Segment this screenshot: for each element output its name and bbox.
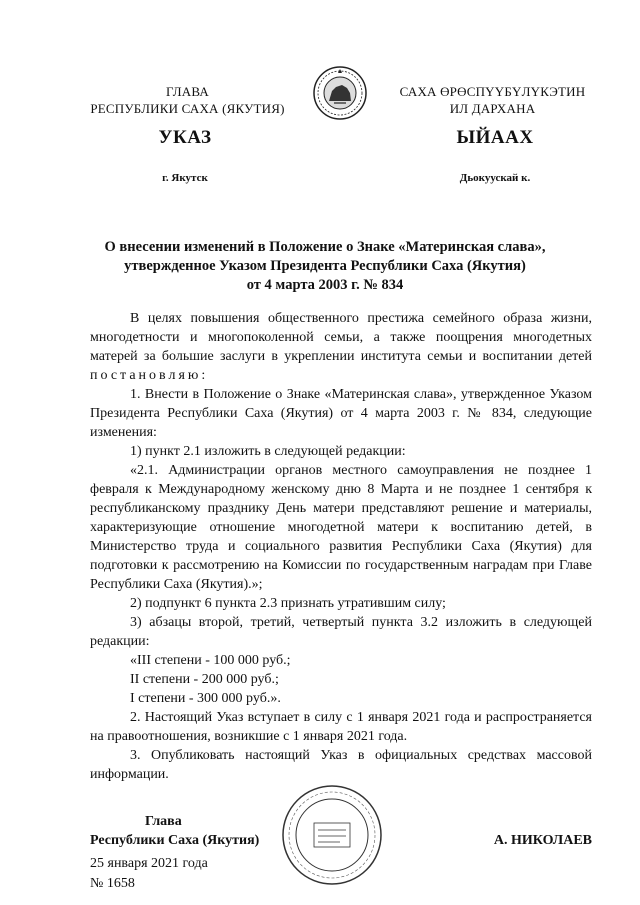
decree-date: 25 января 2021 года bbox=[90, 856, 208, 871]
header-left-line2: РЕСПУБЛИКИ САХА (ЯКУТИЯ) bbox=[90, 101, 285, 116]
paragraph-1-sub-1: 1) пункт 2.1 изложить в следующей редакции: bbox=[130, 444, 406, 459]
signatory-name: А. НИКОЛАЕВ bbox=[493, 833, 592, 848]
header-left bbox=[80, 83, 295, 117]
official-seal-stamp bbox=[280, 783, 384, 887]
paragraph-2: 2. Настоящий Указ вступает в силу с 1 января 2021 года и распространяется на правоотношения, возникшие с 1 января 2021 года. bbox=[90, 710, 592, 744]
degree-2-amount: II степени - 200 000 руб.; bbox=[130, 672, 279, 687]
subject-line3: от 4 марта 2003 г. № 834 bbox=[246, 277, 404, 293]
city-right: Дьокуускай к. bbox=[459, 172, 531, 184]
header-right-line2: ИЛ ДАРХАНА bbox=[449, 101, 536, 116]
city-left: г. Якутск bbox=[162, 172, 208, 184]
decree-number: № 1658 bbox=[90, 876, 135, 891]
degree-1-amount: I степени - 300 000 руб.». bbox=[130, 691, 281, 706]
title-ukaz: УКАЗ bbox=[158, 127, 212, 148]
header-left-line1: ГЛАВА bbox=[166, 84, 209, 99]
decree-subject bbox=[70, 238, 580, 295]
decree-body bbox=[90, 309, 592, 784]
header-right bbox=[385, 83, 600, 117]
paragraph-1-sub-3: 3) абзацы второй, третий, четвертый пункта 3.2 изложить в следующей редакции: bbox=[90, 615, 592, 649]
signatory-role bbox=[90, 812, 280, 850]
title-yiaakh: ЫЙААХ bbox=[456, 127, 534, 148]
paragraph-preamble: В целях повышения общественного престижа семейного образа жизни, многодетности и многопоколенной семьи, а также поощрения многодетных матерей за большие заслуги в укреплении института семьи и воспитании детей постановляю: bbox=[90, 311, 592, 383]
subject-line2: утвержденное Указом Президента Республики Саха (Якутия) bbox=[124, 258, 526, 274]
paragraph-quote-2-1: «2.1. Администрации органов местного самоуправления не позднее 1 февраля к Международному женскому дню 8 Марта и не позднее 1 сентября к республиканскому празднику День матери представляют решение и материалы, характеризующие отношение многодетной матери к воспитанию детей, в Министерство труда и социального развития Республики Саха (Якутия) для подготовки к рассмотрению на Комиссии по государственным наградам при Главе Республики Саха (Якутия).»; bbox=[90, 463, 592, 592]
subject-line1: О внесении изменений в Положение о Знаке «Материнская слава», bbox=[104, 239, 546, 255]
header-right-line1: САХА ӨРӨСПҮҮБҮЛҮКЭТИН bbox=[399, 84, 586, 99]
paragraph-3: 3. Опубликовать настоящий Указ в официальных средствах массовой информации. bbox=[90, 748, 592, 782]
coat-of-arms-emblem bbox=[312, 63, 368, 123]
paragraph-1: 1. Внести в Положение о Знаке «Материнская слава», утвержденное Указом Президента Республики Саха (Якутия) от 4 марта 2003 г. № 834, следующие изменения: bbox=[90, 387, 592, 440]
signatory-role-line1: Глава bbox=[145, 814, 182, 829]
decree-keyword: постановляю: bbox=[90, 368, 209, 383]
signatory-role-line2: Республики Саха (Якутия) bbox=[90, 833, 260, 848]
paragraph-1-sub-2: 2) подпункт 6 пункта 2.3 признать утратившим силу; bbox=[130, 596, 446, 611]
degree-3-amount: «III степени - 100 000 руб.; bbox=[130, 653, 291, 668]
